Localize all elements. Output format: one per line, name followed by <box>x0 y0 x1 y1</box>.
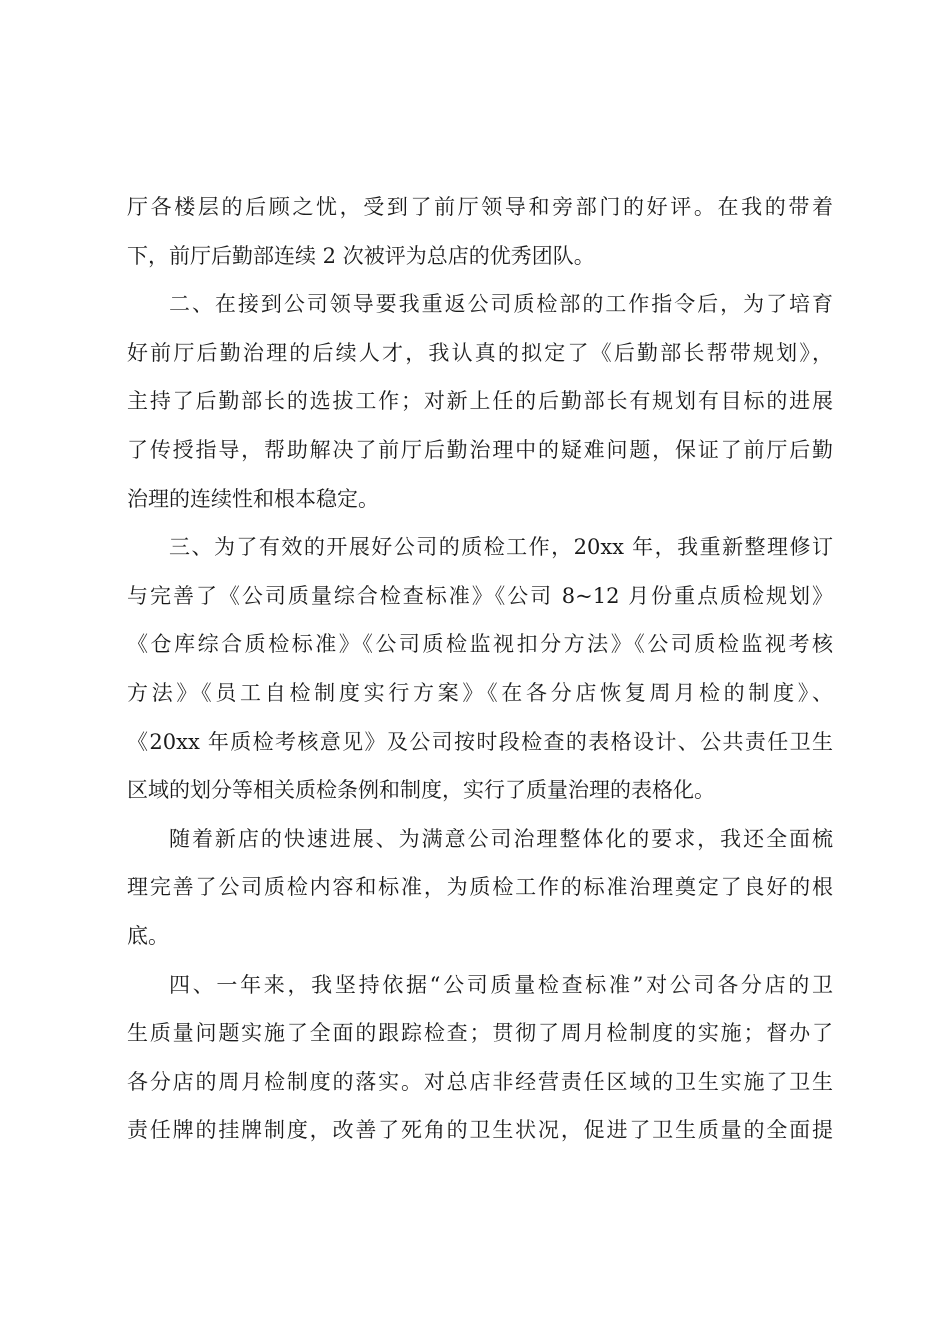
text-line: 生质量问题实施了全面的跟踪检查；贯彻了周月检制度的实施；督办了 <box>127 1021 833 1046</box>
text-line: 各分店的周月检制度的落实。对总店非经营责任区域的卫生实施了卫生 <box>127 1069 833 1094</box>
text-line: 《20xx 年质检考核意见》及公司按时段检查的表格设计、公共责任卫生 <box>127 729 833 754</box>
text-line: 理完善了公司质检内容和标准，为质检工作的标准治理奠定了良好的根 <box>127 875 833 900</box>
text-line: 随着新店的快速进展、为满意公司治理整体化的要求，我还全面梳 <box>169 826 833 851</box>
text-line: 下，前厅后勤部连续 2 次被评为总店的优秀团队。 <box>127 243 595 268</box>
text-line: 方法》《员工自检制度实行方案》《在各分店恢复周月检的制度》、 <box>127 680 833 705</box>
paragraph-section-four <box>127 961 833 1155</box>
text-line: 区域的划分等相关质检条例和制度，实行了质量治理的表格化。 <box>127 778 715 803</box>
text-line: 《仓库综合质检标准》《公司质检监视扣分方法》《公司质检监视考核 <box>127 632 833 657</box>
text-line: 二、在接到公司领导要我重返公司质检部的工作指令后，为了培育 <box>169 292 833 317</box>
text-line: 治理的连续性和根本稳定。 <box>127 486 379 511</box>
text-line: 底。 <box>127 923 169 948</box>
text-line: 了传授指导，帮助解决了前厅后勤治理中的疑难问题，保证了前厅后勤 <box>127 437 833 462</box>
text-line: 主持了后勤部长的选拔工作；对新上任的后勤部长有规划有目标的进展 <box>127 389 833 414</box>
paragraph-team-praise <box>127 183 833 280</box>
paragraph-section-three <box>127 523 833 815</box>
text-line: 责任牌的挂牌制度，改善了死角的卫生状况，促进了卫生质量的全面提 <box>127 1118 833 1143</box>
text-line: 四、一年来，我坚持依据“公司质量检查标准”对公司各分店的卫 <box>169 972 833 997</box>
document-body <box>127 183 833 1155</box>
text-line: 与完善了《公司质量综合检查标准》《公司 8~12 月份重点质检规划》 <box>127 583 833 608</box>
text-line: 三、为了有效的开展好公司的质检工作，20xx 年，我重新整理修订 <box>169 535 833 560</box>
paragraph-new-store <box>127 815 833 961</box>
paragraph-section-two <box>127 280 833 523</box>
text-line: 厅各楼层的后顾之忧，受到了前厅领导和旁部门的好评。在我的带着 <box>127 195 833 219</box>
text-line: 好前厅后勤治理的后续人才，我认真的拟定了《后勤部长帮带规划》， <box>127 340 833 365</box>
